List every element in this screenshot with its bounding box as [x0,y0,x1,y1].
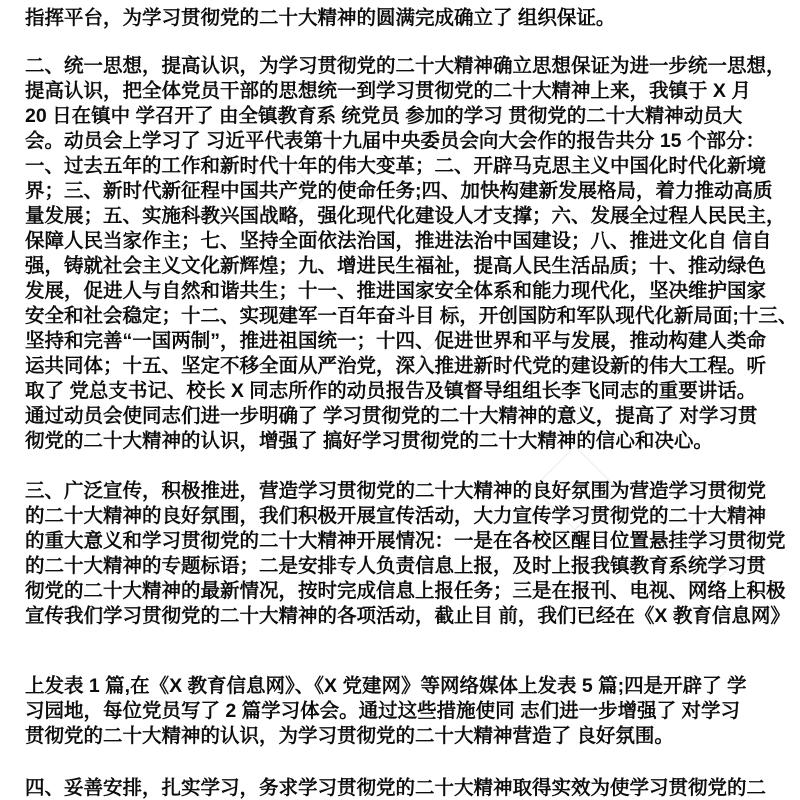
text-line: 的重大意义和学习贯彻党的二十大精神开展情况：一是在各校区醒目位置悬挂学习贯彻党 [25,530,786,552]
text-line: 二、统一思想，提高认识，为学习贯彻党的二十大精神确立思想保证为进一步统一思想， [25,55,786,77]
text-line: 坚持和完善“一国两制”，推进祖国统一；十四、促进世界和平与发展，推动构建人类命 [25,330,767,352]
text-line: 彻党的二十大精神的最新情况，按时完成信息上报任务；三是在报刊、电视、网络上积极 [25,580,786,602]
text-line: 指挥平台，为学习贯彻党的二十大精神的圆满完成确立了 组织保证。 [25,7,616,29]
paragraph-publications [25,674,777,749]
text-line: 界；三、新时代新征程中国共产党的使命任务;四、加快构建新发展格局，着力推动高质 [25,180,773,202]
text-line: 三、广泛宣传，积极推进，营造学习贯彻党的二十大精神的良好氛围为营造学习贯彻党 [25,480,767,502]
paragraph-unify-thinking [25,54,798,454]
text-line: 习园地，每位党员写了 2 篇学习体会。通过这些措施使同 志们进一步增强了 对学习 [25,700,741,722]
text-line: 一、过去五年的工作和新时代十年的伟大变革；二、开辟马克思主义中国化时代化新境 [25,155,767,177]
text-line: 保障人民当家作主；七、坚持全面依法治国，推进法治中国建设；八、推进文化自 信自 [25,230,772,252]
paragraph-organization-guarantee [25,6,777,31]
text-line: 四、妥善安排，扎实学习，务求学习贯彻党的二十大精神取得实效为使学习贯彻党的二 [25,777,767,799]
text-line: 取了 党总支书记、校长 X 同志所作的动员报告及镇督导组组长李飞同志的重要讲话。 [25,380,757,402]
text-line: 宣传我们学习贯彻党的二十大精神的各项活动，截止目 前，我们已经在《X 教育信息网》 [25,605,790,627]
text-line: 彻党的二十大精神的认识，增强了 搞好学习贯彻党的二十大精神的信心和决心。 [25,430,713,452]
paragraph-publicity [25,479,790,629]
text-line: 会。动员会上学习了 习近平代表第十九届中央委员会向大会作的报告共分 15 个部分： [25,130,765,152]
text-line: 量发展；五、实施科教兴国战略，强化现代化建设人才支撑；六、发展全过程人民民主， [25,205,786,227]
text-line: 的二十大精神的良好氛围，我们积极开展宣传活动，大力宣传学习贯彻党的二十大精神 [25,505,767,527]
text-line: 贯彻党的二十大精神的认识，为学习贯彻党的二十大精神营造了 良好氛围。 [25,725,674,747]
text-line: 上发表 1 篇,在《X 教育信息网》、《X 党建网》等网络媒体上发表 5 篇;四是开辟了 学 [25,675,747,697]
text-line: 20 日在镇中 学召开了 由全镇教育系 统党员 参加的学习 贯彻党的二十大精神动员大 [25,105,743,127]
text-line: 发展，促进人与自然和谐共生；十一、推进国家安全体系和能力现代化，坚决维护国家 [25,280,767,302]
text-line: 运共同体；十五、坚定不移全面从严治党，深入推进新时代党的建设新的伟大工程。听 [25,355,767,377]
text-line: 通过动员会使同志们进一步明确了 学习贯彻党的二十大精神的意义，提高了 对学习贯 [25,405,758,427]
paragraph-proper-arrangement [25,776,777,800]
text-line: 的二十大精神的专题标语；二是安排专人负责信息上报，及时上报我镇教育系统学习贯 [25,555,767,577]
text-line: 安全和社会稳定；十二、实现建军一百年奋斗目 标，开创国防和军队现代化新局面;十三、 [25,305,798,327]
text-line: 强，铸就社会主义文化新辉煌；九、增进民生福祉，提高人民生活品质；十、推动绿色 [25,255,767,277]
text-line: 提高认识，把全体党员干部的思想统一到学习贯彻党的二十大精神上来，我镇于 X 月 [25,80,751,102]
